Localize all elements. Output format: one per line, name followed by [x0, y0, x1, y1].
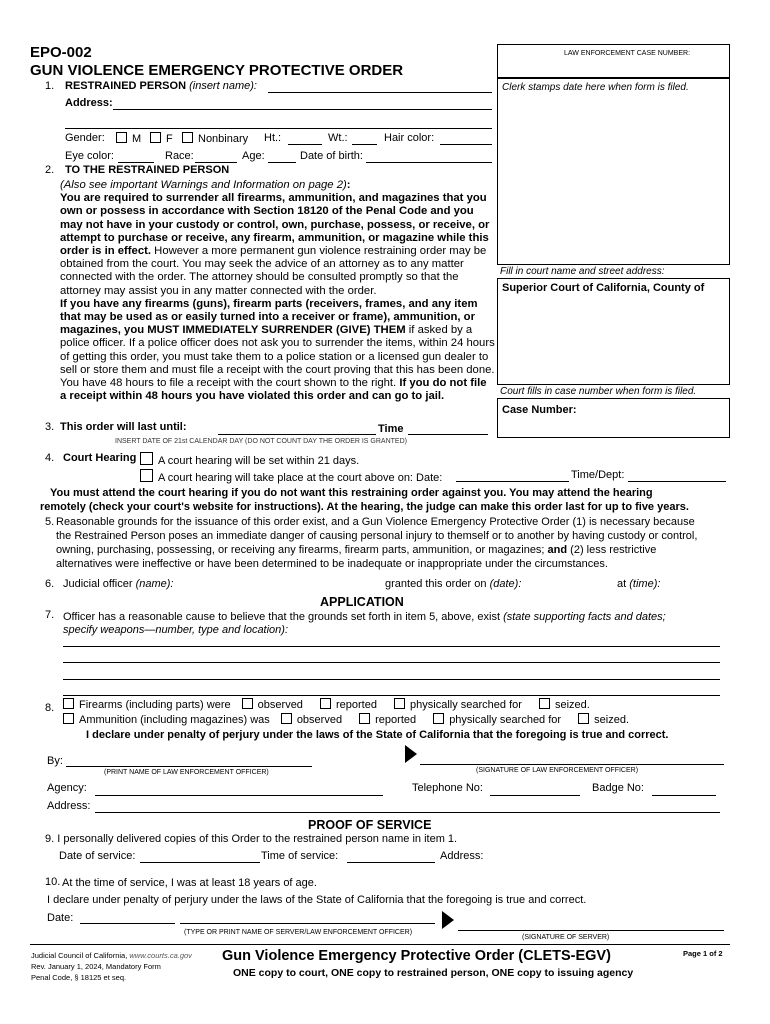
- checkbox[interactable]: [394, 698, 405, 709]
- telephone-field[interactable]: [490, 795, 580, 796]
- dob-label: Date of birth:: [300, 150, 363, 162]
- hearing-option-date[interactable]: A court hearing will take place at the court above on: Date:: [140, 469, 442, 485]
- item-number: 3.: [45, 421, 55, 433]
- application-line-2: specify weapons—number, type and location):: [63, 624, 289, 636]
- badge-field[interactable]: [652, 795, 716, 796]
- item-number: 8.: [45, 702, 55, 714]
- dob-field[interactable]: [366, 162, 492, 163]
- facts-line-2[interactable]: [63, 662, 720, 663]
- application-line-1: Officer has a reasonable cause to believe that the grounds set forth in item 5, above, exist (state supporting facts and dates;: [63, 611, 666, 623]
- court-name-box[interactable]: [497, 278, 730, 385]
- item-number: 6.: [45, 578, 55, 590]
- item5-line-4: alternatives were ineffective or have been determined to be inadequate or inappropriate under the circumstances.: [56, 558, 608, 570]
- server-name-caption: (TYPE OR PRINT NAME OF SERVER/LAW ENFORCEMENT OFFICER): [184, 929, 413, 936]
- insert-date-note: INSERT DATE OF 21st CALENDAR DAY (DO NOT COUNT DAY THE ORDER IS GRANTED): [115, 438, 407, 445]
- item2-body: (Also see important Warnings and Information on page 2): You are required to surrender all firearms, ammunition, and magazines that you own or possess in accordance with Section 18120 of the Penal Code and you may not have in your custody or control, own, purchase, possess, or receive, or attempt to purchase or receive, any firearm, ammunition, or magazine while this order is in effect. However a more permanent gun violence restraining order may be obtained from the court. You may seek the advice of an attorney as to any matter connected with the order. The attorney should be consulted promptly so that the attorney may assist you in any matter connected with the order. If you have any firearms (guns), firearm parts (receivers, frames, and any item that may be used as or easily turned into a receiver or frame), ammunition, or magazines, you MUST IMMEDIATELY SURRENDER (GIVE) THEM if asked by a police officer. If a police officer does not ask you to surrender the items, within 24 hours of getting this order, you must take them to a police station or a licensed gun dealer to sell or store them and must file a receipt with the court proving that this has been done. You have 48 hours to file a receipt with the court shown to the right. If you do not file a receipt within 48 hours you have violated this order and can go to jail.: [60, 179, 495, 403]
- hearing-warning-2: remotely (check your court's website for instructions). At the hearing, the judge can make this order last for up to five years.: [40, 501, 689, 513]
- item-number: 10.: [45, 876, 61, 888]
- proof-heading: PROOF OF SERVICE: [308, 818, 432, 832]
- checkbox[interactable]: [320, 698, 331, 709]
- item-number: 2.: [45, 164, 55, 176]
- facts-line-3[interactable]: [63, 679, 720, 680]
- hearing-time-field[interactable]: [628, 481, 726, 482]
- case-fill-label: Court fills in case number when form is filed.: [500, 386, 697, 397]
- granted-at-label: at (time):: [617, 578, 661, 590]
- page-title: GUN VIOLENCE EMERGENCY PROTECTIVE ORDER: [30, 62, 404, 79]
- footer-source: Judicial Council of California, www.courts.ca.gov Rev. January 1, 2024, Mandatory Form Penal Code, § 18125 et seq.: [31, 951, 192, 982]
- officer-signature-field[interactable]: [420, 764, 724, 765]
- height-label: Ht.:: [264, 132, 282, 144]
- address-field[interactable]: [113, 109, 492, 110]
- granted-on-label: granted this order on (date):: [385, 578, 522, 590]
- hearing-date-field[interactable]: [456, 481, 569, 482]
- time-dept-label: Time/Dept:: [571, 469, 625, 481]
- firearms-row: Firearms (including parts) were observed reported physically searched for seized.: [63, 698, 590, 712]
- clerk-stamp-label: Clerk stamps date here when form is filed.: [502, 82, 689, 93]
- officer-declaration: I declare under penalty of perjury under the laws of the State of California that the foregoing is true and correct.: [86, 729, 669, 741]
- eye-field[interactable]: [118, 162, 154, 163]
- court-hearing-label: Court Hearing: [63, 452, 137, 464]
- service-address-label: Address:: [440, 850, 484, 862]
- agency-label: Agency:: [47, 782, 87, 794]
- weight-field[interactable]: [352, 144, 377, 145]
- footer-copies: ONE copy to court, ONE copy to restrained person, ONE copy to issuing agency: [233, 967, 634, 979]
- height-field[interactable]: [288, 144, 322, 145]
- item5-line-2: the Restrained Person poses an immediate danger of causing personal injury to themself or to another by having custody or control,: [56, 530, 698, 542]
- case-number-label: LAW ENFORCEMENT CASE NUMBER:: [564, 50, 691, 57]
- address-field-2[interactable]: [65, 128, 492, 129]
- item5-line-1: Reasonable grounds for the issuance of this order exist, and a Gun Violence Emergency Protective Order (1) is necessary because: [56, 516, 695, 528]
- hearing-warning-1: You must attend the court hearing if you do not want this restraining order against you. You may attend the hearing: [50, 487, 653, 499]
- proof-date-field[interactable]: [80, 923, 175, 924]
- checkbox[interactable]: [150, 132, 161, 143]
- date-of-service-field[interactable]: [140, 862, 260, 863]
- footer-rule: [30, 944, 730, 945]
- time-of-service-field[interactable]: [347, 862, 435, 863]
- restrained-person-label: RESTRAINED PERSON (insert name):: [65, 80, 257, 92]
- time-label: Time: [378, 423, 404, 435]
- case-number-label: Case Number:: [502, 404, 577, 416]
- proof-item-9: 9. I personally delivered copies of this Order to the restrained person name in item 1.: [45, 833, 458, 845]
- ammunition-row: Ammunition (including magazines) was observed reported physically searched for seized.: [63, 713, 629, 727]
- hair-label: Hair color:: [384, 132, 435, 144]
- checkbox[interactable]: [242, 698, 253, 709]
- order-duration-label: This order will last until:: [60, 421, 187, 433]
- signature-arrow-icon: [405, 745, 419, 763]
- signature-arrow-icon: [442, 911, 456, 929]
- checkbox[interactable]: [140, 452, 153, 465]
- gender-label: Gender:: [65, 132, 105, 144]
- case-number-box[interactable]: [497, 398, 730, 438]
- time-of-service-label: Time of service:: [261, 850, 339, 862]
- checkbox[interactable]: [578, 713, 589, 724]
- facts-line-4[interactable]: [63, 695, 720, 696]
- agency-field[interactable]: [95, 795, 383, 796]
- server-signature-field[interactable]: [458, 930, 724, 931]
- footer-title: Gun Violence Emergency Protective Order (CLETS-EGV): [222, 948, 611, 964]
- item-number: 4.: [45, 452, 55, 464]
- hearing-option-21-days[interactable]: A court hearing will be set within 21 days.: [140, 452, 359, 468]
- facts-line-1[interactable]: [63, 646, 720, 647]
- print-name-caption: (PRINT NAME OF LAW ENFORCEMENT OFFICER): [104, 769, 269, 776]
- proof-date-label: Date:: [47, 912, 74, 924]
- court-fill-label: Fill in court name and street address:: [500, 266, 665, 277]
- checkbox[interactable]: [140, 469, 153, 482]
- badge-label: Badge No:: [592, 782, 644, 794]
- checkbox[interactable]: [63, 713, 74, 724]
- date-of-service-label: Date of service:: [59, 850, 136, 862]
- telephone-label: Telephone No:: [412, 782, 483, 794]
- application-heading: APPLICATION: [320, 595, 404, 609]
- checkbox[interactable]: [281, 713, 292, 724]
- officer-address-label: Address:: [47, 800, 91, 812]
- proof-item-10: At the time of service, I was at least 18 years of age.: [62, 877, 317, 889]
- clerk-stamp-box: [497, 78, 730, 265]
- officer-address-field[interactable]: [95, 812, 720, 813]
- address-label: Address:: [65, 97, 113, 109]
- item-number: 1.: [45, 80, 55, 92]
- eye-label: Eye color:: [65, 150, 114, 162]
- gender-nonbinary[interactable]: Nonbinary: [182, 132, 248, 146]
- age-label: Age:: [242, 150, 265, 162]
- judicial-officer-label: Judicial officer (name):: [63, 578, 174, 590]
- order-end-time-field[interactable]: [408, 434, 488, 435]
- race-field[interactable]: [195, 162, 237, 163]
- order-end-date-field[interactable]: [218, 434, 376, 435]
- signature-caption: (SIGNATURE OF LAW ENFORCEMENT OFFICER): [476, 767, 639, 774]
- restrained-name-field[interactable]: [268, 92, 492, 93]
- server-declaration: I declare under penalty of perjury under the laws of the State of California that the foregoing is true and correct.: [47, 894, 587, 906]
- law-enforcement-case-number-box[interactable]: [497, 44, 730, 78]
- server-signature-caption: (SIGNATURE OF SERVER): [522, 934, 610, 941]
- item5-line-3: owning, purchasing, possessing, or receiving any firearms, firearm parts, ammunition, or magazines; and (2) less restrictive: [56, 544, 657, 556]
- item2-heading: TO THE RESTRAINED PERSON: [65, 164, 230, 176]
- court-name: Superior Court of California, County of: [502, 282, 705, 294]
- form-id: EPO-002: [30, 44, 92, 61]
- checkbox[interactable]: [63, 698, 74, 709]
- race-label: Race:: [165, 150, 194, 162]
- officer-name-field[interactable]: [66, 766, 312, 767]
- checkbox[interactable]: [359, 713, 370, 724]
- gender-m[interactable]: M: [116, 132, 141, 146]
- checkbox[interactable]: [539, 698, 550, 709]
- age-field[interactable]: [268, 162, 296, 163]
- item-number: 7.: [45, 609, 55, 621]
- weight-label: Wt.:: [328, 132, 348, 144]
- server-name-field[interactable]: [180, 923, 435, 924]
- item-number: 5.: [45, 516, 55, 528]
- checkbox[interactable]: [433, 713, 444, 724]
- checkbox[interactable]: [182, 132, 193, 143]
- checkbox[interactable]: [116, 132, 127, 143]
- page-number: Page 1 of 2: [683, 949, 723, 958]
- by-label: By:: [47, 755, 63, 767]
- hair-field[interactable]: [440, 144, 492, 145]
- gender-f[interactable]: F: [150, 132, 173, 146]
